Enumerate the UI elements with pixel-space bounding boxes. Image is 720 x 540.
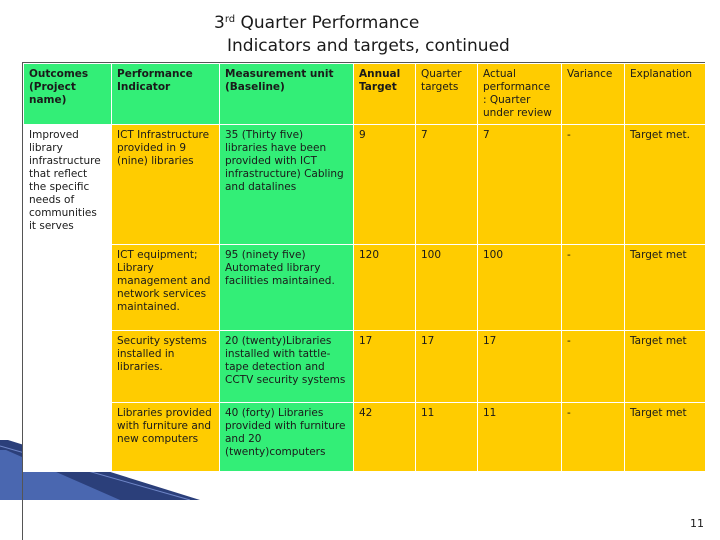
table-row [24, 403, 706, 472]
measurement-cell: 35 (Thirty five) libraries have been provided with ICT infrastructure) Cabling and datalines [220, 125, 354, 245]
annual-target-cell: 120 [354, 245, 416, 331]
header-outcomes: Outcomes (Project name) [24, 64, 112, 125]
annual-target-cell: 9 [354, 125, 416, 245]
explanation-cell: Target met [625, 331, 706, 403]
table-header-row [24, 64, 706, 125]
header-performance-indicator: Performance Indicator [112, 64, 220, 125]
actual-cell: 100 [478, 245, 562, 331]
outcome-cell-empty [24, 245, 112, 331]
indicator-cell: Security systems installed in libraries. [112, 331, 220, 403]
measurement-cell: 40 (forty) Libraries provided with furniture and 20 (twenty)computers [220, 403, 354, 472]
quarter-target-cell: 7 [416, 125, 478, 245]
indicator-cell: ICT Infrastructure provided in 9 (nine) libraries [112, 125, 220, 245]
slide-title-line2: Indicators and targets, continued [227, 36, 510, 56]
outcome-cell-empty [24, 331, 112, 403]
page-number: 11 [690, 517, 704, 530]
header-variance: Variance [562, 64, 625, 125]
actual-cell: 17 [478, 331, 562, 403]
table-row [24, 245, 706, 331]
outcome-cell: Improved library infrastructure that reflect the specific needs of communities it serves [24, 125, 112, 245]
measurement-cell: 20 (twenty)Libraries installed with tattle-tape detection and CCTV security systems [220, 331, 354, 403]
slide-title-line1: 3rd Quarter Performance [214, 13, 420, 33]
variance-cell: - [562, 245, 625, 331]
outcome-cell-empty [24, 403, 112, 472]
quarter-target-cell: 17 [416, 331, 478, 403]
variance-cell: - [562, 125, 625, 245]
header-actual-performance: Actual performance : Quarter under review [478, 64, 562, 125]
table-row [24, 331, 706, 403]
variance-cell: - [562, 331, 625, 403]
explanation-cell: Target met. [625, 125, 706, 245]
annual-target-cell: 17 [354, 331, 416, 403]
actual-cell: 7 [478, 125, 562, 245]
explanation-cell: Target met [625, 245, 706, 331]
indicator-cell: ICT equipment; Library management and network services maintained. [112, 245, 220, 331]
performance-table [23, 63, 706, 472]
variance-cell: - [562, 403, 625, 472]
title-superscript: rd [224, 14, 236, 25]
quarter-target-cell: 11 [416, 403, 478, 472]
table-row [24, 125, 706, 245]
annual-target-cell: 42 [354, 403, 416, 472]
slide-title [214, 8, 634, 58]
header-annual-target: Annual Target [354, 64, 416, 125]
header-explanation: Explanation [625, 64, 706, 125]
header-quarter-targets: Quarter targets [416, 64, 478, 125]
actual-cell: 11 [478, 403, 562, 472]
header-measurement-unit: Measurement unit (Baseline) [220, 64, 354, 125]
measurement-cell: 95 (ninety five) Automated library facilities maintained. [220, 245, 354, 331]
explanation-cell: Target met [625, 403, 706, 472]
quarter-target-cell: 100 [416, 245, 478, 331]
indicator-cell: Libraries provided with furniture and new computers [112, 403, 220, 472]
